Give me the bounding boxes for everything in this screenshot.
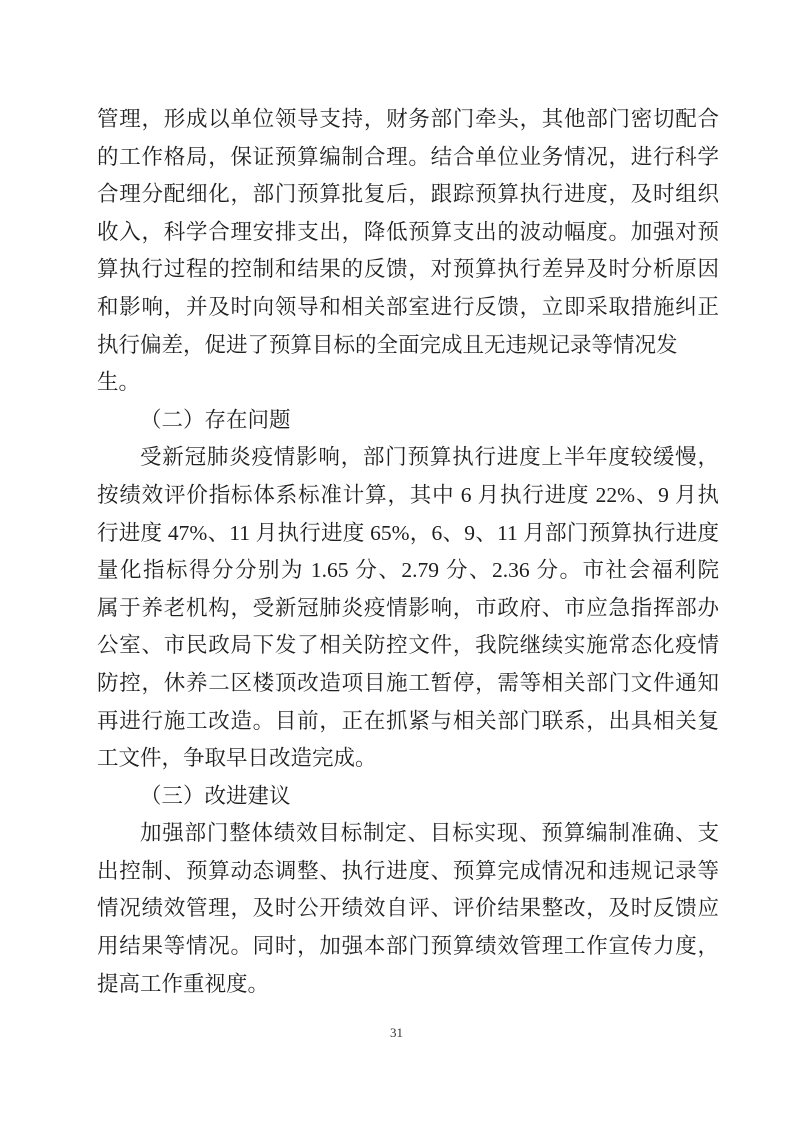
text-line: 管理，形成以单位领导支持，财务部门牵头，其他部门密切配合 (97, 107, 719, 131)
text-line: 收入，科学合理安排支出，降低预算支出的波动幅度。加强对预 (97, 219, 719, 244)
text-line: 再进行施工改造。目前，正在抓紧与相关部门联系，出具相关复 (97, 708, 719, 733)
text-line: 属于养老机构，受新冠肺炎疫情影响，市政府、市应急指挥部办 (97, 595, 719, 620)
text-line: 提高工作重视度。 (97, 971, 270, 996)
text-line: 算执行过程的控制和结果的反馈，对预算执行差异及时分析原因 (97, 257, 719, 282)
section-heading (97, 402, 719, 440)
text-line: 防控，休养二区楼顶改造项目施工暂停，需等相关部门文件通知 (97, 670, 719, 695)
text-line: 执行偏差，促进了预算目标的全面完成且无违规记录等情况发 (97, 332, 678, 357)
text-line: 加强部门整体绩效目标制定、目标实现、预算编制准确、支 (140, 821, 719, 846)
text-line: 行进度 47%、11 月执行进度 65%，6、9、11 月部门预算执行进度 (97, 520, 719, 545)
text-line: 情况绩效管理，及时公开绩效自评、评价结果整改，及时反馈应 (97, 896, 719, 921)
body-paragraph (97, 439, 719, 777)
text-line: 用结果等情况。同时，加强本部门预算绩效管理工作宣传力度， (97, 934, 719, 959)
text-line: 合理分配细化，部门预算批复后，跟踪预算执行进度，及时组织 (97, 182, 719, 207)
body-paragraph (97, 101, 719, 402)
text-line: 公室、市民政局下发了相关防控文件，我院继续实施常态化疫情 (97, 633, 719, 658)
text-line: 生。 (97, 370, 141, 395)
text-line: 出控制、预算动态调整、执行进度、预算完成情况和违规记录等 (97, 858, 719, 883)
text-line: 工文件，争取早日改造完成。 (97, 746, 377, 771)
text-line: 的工作格局，保证预算编制合理。结合单位业务情况，进行科学 (97, 144, 719, 169)
page-footer (0, 1024, 793, 1042)
body-paragraph (97, 815, 719, 1003)
text-line: 受新冠肺炎疫情影响，部门预算执行进度上半年度较缓慢， (140, 445, 719, 470)
document-body (97, 101, 719, 1003)
text-line: （二）存在问题 (140, 407, 291, 432)
text-line: 按绩效评价指标体系标准计算，其中 6 月执行进度 22%、9 月执 (97, 482, 719, 507)
page-number: 31 (390, 1025, 403, 1040)
text-line: 量化指标得分分别为 1.65 分、2.79 分、2.36 分。市社会福利院 (97, 558, 719, 583)
text-line: 和影响，并及时向领导和相关部室进行反馈，立即采取措施纠正 (97, 294, 719, 319)
text-line: （三）改进建议 (140, 783, 291, 808)
section-heading (97, 778, 719, 816)
